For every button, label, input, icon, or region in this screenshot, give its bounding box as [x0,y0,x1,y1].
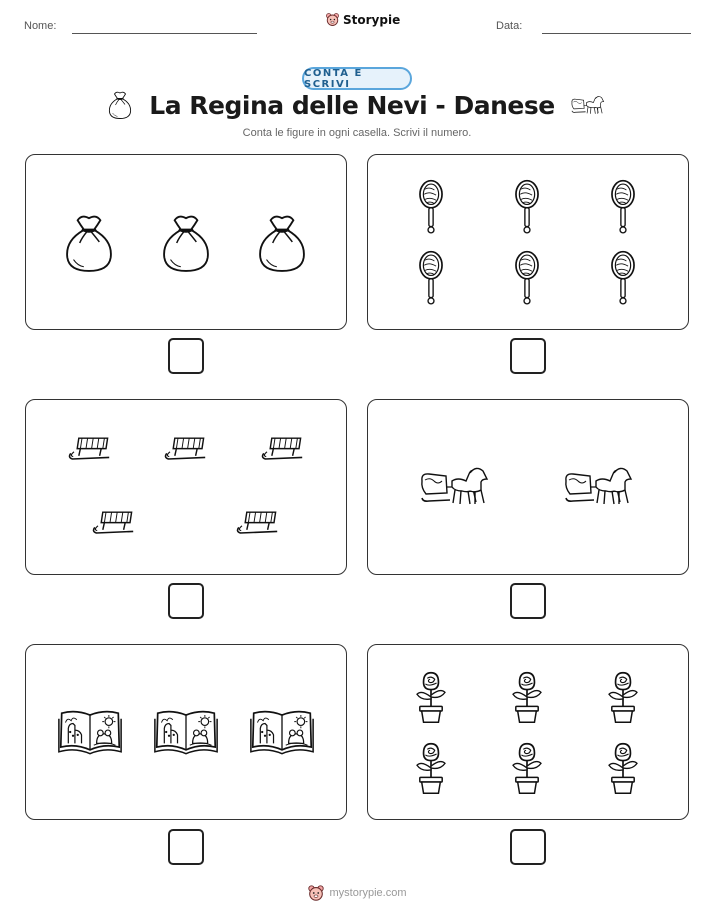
instructions: Conta le figure in ogni casella. Scrivi il numero. [242,127,472,139]
sled-icon [162,432,210,462]
hand-mirror-icon [511,250,543,306]
money-bag-icon [256,212,308,274]
brand-name: Storypie [343,12,401,27]
sled-icon [259,432,307,462]
title-row [0,90,714,120]
potted-rose-icon [606,669,640,725]
count-panel-3 [25,399,347,575]
horse-sleigh-icon [420,462,494,510]
count-panel-4 [367,399,689,575]
potted-rose-icon [606,740,640,796]
activity-badge: CONTA E SCRIVI [302,67,412,90]
answer-box-4[interactable] [510,583,546,619]
money-bag-icon [107,90,133,120]
answer-box-1[interactable] [168,338,204,374]
money-bag-icon [160,212,212,274]
page-title: La Regina delle Nevi - Danese [149,90,555,120]
answer-box-2[interactable] [510,338,546,374]
name-label: Nome: [24,20,57,32]
hand-mirror-icon [415,250,447,306]
mascot-icon [325,12,340,27]
money-bag-icon [63,212,115,274]
date-field[interactable] [542,33,691,34]
potted-rose-icon [510,669,544,725]
potted-rose-icon [510,740,544,796]
mascot-icon [307,884,325,902]
count-panel-6 [367,644,689,820]
horse-sleigh-icon [564,462,638,510]
picture-book-icon [57,707,123,757]
sled-icon [234,506,282,536]
brand-logo [325,12,400,27]
footer-url[interactable]: mystorypie.com [329,887,407,899]
count-panel-2 [367,154,689,330]
answer-box-5[interactable] [168,829,204,865]
date-label: Data: [496,20,523,32]
answer-box-6[interactable] [510,829,546,865]
picture-book-icon [153,707,219,757]
footer [0,884,714,902]
answer-box-3[interactable] [168,583,204,619]
sled-icon [66,432,114,462]
count-panel-5 [25,644,347,820]
hand-mirror-icon [511,179,543,235]
hand-mirror-icon [415,179,447,235]
potted-rose-icon [414,740,448,796]
name-field[interactable] [72,33,257,34]
picture-book-icon [249,707,315,757]
sled-icon [90,506,138,536]
horse-sleigh-icon [571,93,607,117]
count-panel-1 [25,154,347,330]
hand-mirror-icon [607,179,639,235]
hand-mirror-icon [607,250,639,306]
potted-rose-icon [414,669,448,725]
